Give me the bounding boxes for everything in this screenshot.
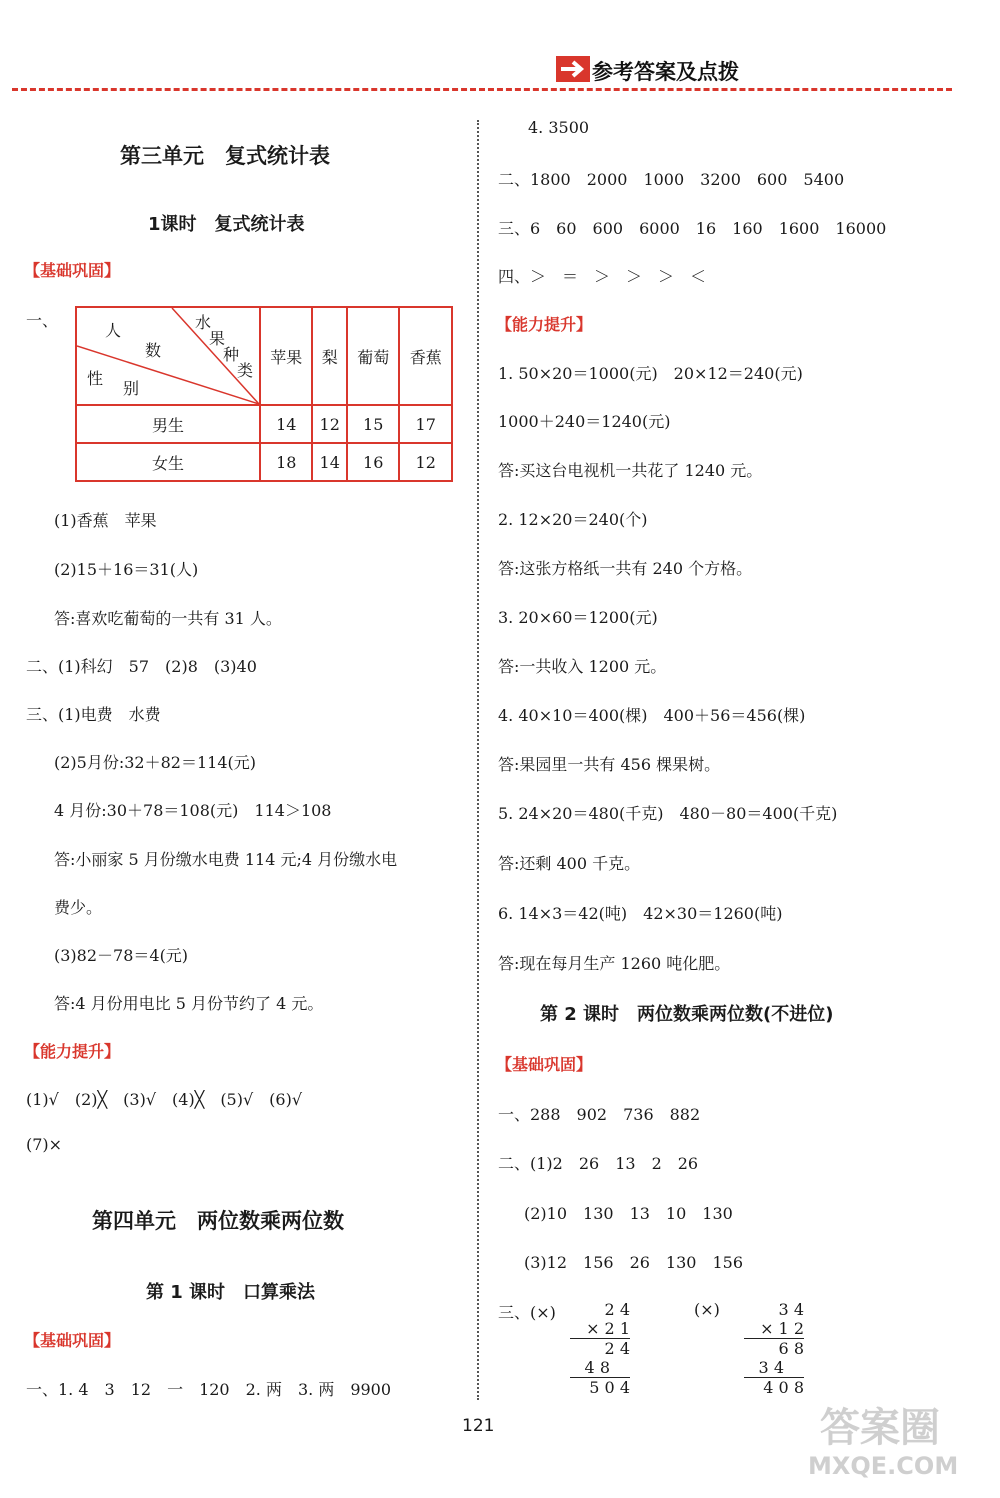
answer-line: 一、288 902 736 882 [498,1105,701,1124]
answer-line: 6. 14×3＝42(吨) 42×30＝1260(吨) [498,904,783,923]
cell: 18 [260,443,312,481]
col-header-apple: 苹果 [260,307,312,405]
watermark-url: MXQE.COM [808,1452,959,1480]
header-divider [12,88,952,91]
answer-line: 二、1800 2000 1000 3200 600 5400 [498,170,845,189]
calc-digit-row: 2 4 [604,1300,630,1319]
answer-line: (2)15＋16＝31(人) [54,560,199,579]
column-divider [477,120,479,1400]
col-header-pear: 梨 [312,307,347,405]
vertical-multiplication-1 [570,1300,630,1397]
answer-line: 四、＞ ＝ ＞ ＞ ＞ ＜ [498,267,707,286]
calc-partial-row: 4 8 [570,1358,630,1378]
diag-header-cell [76,307,260,405]
answer-line: 答:这张方格纸一共有 240 个方格。 [498,559,753,578]
vertical-multiplication-2 [744,1300,804,1397]
q3-prefix: 三、(×) [498,1303,556,1322]
table-row [76,405,452,443]
diag-text-zhong: 种 [223,345,240,364]
tag-ability: 【能力提升】 [24,1042,121,1061]
diag-text-bie: 别 [123,379,140,398]
diag-text-shui: 水 [195,313,212,332]
answer-line: 三、6 60 600 6000 16 160 1600 16000 [498,219,887,238]
answer-line: 答:喜欢吃葡萄的一共有 31 人。 [54,609,282,628]
answer-line: 1000＋240＝1240(元) [498,412,671,431]
answer-line: 费少。 [54,898,103,917]
lesson-oral-title: 第 1 课时 口算乘法 [146,1282,316,1303]
tag-ability-right: 【能力提升】 [496,315,593,334]
unit3-title: 第三单元 复式统计表 [120,144,330,168]
calc-result-row: 4 0 8 [763,1378,804,1397]
calc-digit-row: 3 4 [778,1300,804,1319]
page-number: 121 [462,1416,495,1436]
tag-basic: 【基础巩固】 [24,261,121,280]
tf-line-1: (1)√ (2)╳ (3)√ (4)╳ (5)√ (6)√ [26,1090,303,1109]
tf-line-2: (7)× [26,1135,63,1154]
answer-line: (2)5月份:32＋82＝114(元) [54,753,256,772]
cell: 12 [399,443,452,481]
row-label-boys: 男生 [76,405,260,443]
cell: 15 [347,405,399,443]
answer-line: 4 月份:30＋78＝108(元) 114＞108 [54,801,332,820]
answer-line: (2)10 130 13 10 130 [524,1204,733,1223]
answer-line: 4. 40×10＝400(棵) 400＋56＝456(棵) [498,706,806,725]
answer-line: 答:果园里一共有 456 棵果树。 [498,755,721,774]
header-title: 参考答案及点拨 [592,60,739,84]
answer-line: 答:还剩 400 千克。 [498,854,641,873]
diag-text-shu: 数 [145,341,162,360]
calc-partial-row: 6 8 [778,1339,804,1358]
table-row [76,443,452,481]
answer-line: 3. 20×60＝1200(元) [498,608,658,627]
stat-table [75,306,453,482]
answer-line: 答:4 月份用电比 5 月份节约了 4 元。 [54,994,324,1013]
cell: 17 [399,405,452,443]
col-header-banana: 香蕉 [399,307,452,405]
arrow-icon [556,56,590,82]
lesson2-title: 第 2 课时 两位数乘两位数(不进位) [540,1004,834,1025]
diag-text-lei: 类 [237,361,254,380]
diag-text-xing: 性 [87,369,104,388]
watermark-logo: 答案圈 [820,1405,940,1451]
cell: 14 [260,405,312,443]
calc-result-row: 5 0 4 [589,1378,630,1397]
diag-text-guo: 果 [209,329,226,348]
tag-basic-2: 【基础巩固】 [24,1331,121,1350]
answer-line: (3)82－78＝4(元) [54,946,189,965]
col-header-grape: 葡萄 [347,307,399,405]
tag-basic-right: 【基础巩固】 [496,1055,593,1074]
answer-line: 一、1. 4 3 12 一 120 2. 两 3. 两 9900 [26,1380,392,1399]
answer-line: 答:现在每月生产 1260 吨化肥。 [498,954,731,973]
unit4-title: 第四单元 两位数乘两位数 [92,1209,344,1233]
answer-line: 5. 24×20＝480(千克) 480－80＝400(千克) [498,804,838,823]
answer-line: 1. 50×20＝1000(元) 20×12＝240(元) [498,364,803,383]
answer-line: 二、(1)科幻 57 (2)8 (3)40 [26,657,257,676]
answer-line: (1)香蕉 苹果 [54,511,157,530]
q3-mark-2: (×) [694,1300,720,1319]
lesson1-title: 1课时 复式统计表 [148,214,305,235]
cell: 16 [347,443,399,481]
answer-line: 2. 12×20＝240(个) [498,510,648,529]
cell: 12 [312,405,347,443]
calc-partial-row: 3 4 [744,1358,804,1378]
answer-line: 答:小丽家 5 月份缴水电费 114 元;4 月份缴水电 [54,850,398,869]
answer-line: 答:买这台电视机一共花了 1240 元。 [498,461,763,480]
q1-prefix: 一、 [26,311,59,330]
row-label-girls: 女生 [76,443,260,481]
calc-multiplier-row: × 1 2 [744,1319,804,1339]
cell: 14 [312,443,347,481]
answer-line: 答:一共收入 1200 元。 [498,657,667,676]
diag-text-ren: 人 [105,321,122,340]
answer-line: 4. 3500 [528,118,590,137]
calc-multiplier-row: × 2 1 [570,1319,630,1339]
answer-line: 二、(1)2 26 13 2 26 [498,1154,699,1173]
answer-line: 三、(1)电费 水费 [26,705,161,724]
answer-line: (3)12 156 26 130 156 [524,1253,744,1272]
calc-partial-row: 2 4 [604,1339,630,1358]
